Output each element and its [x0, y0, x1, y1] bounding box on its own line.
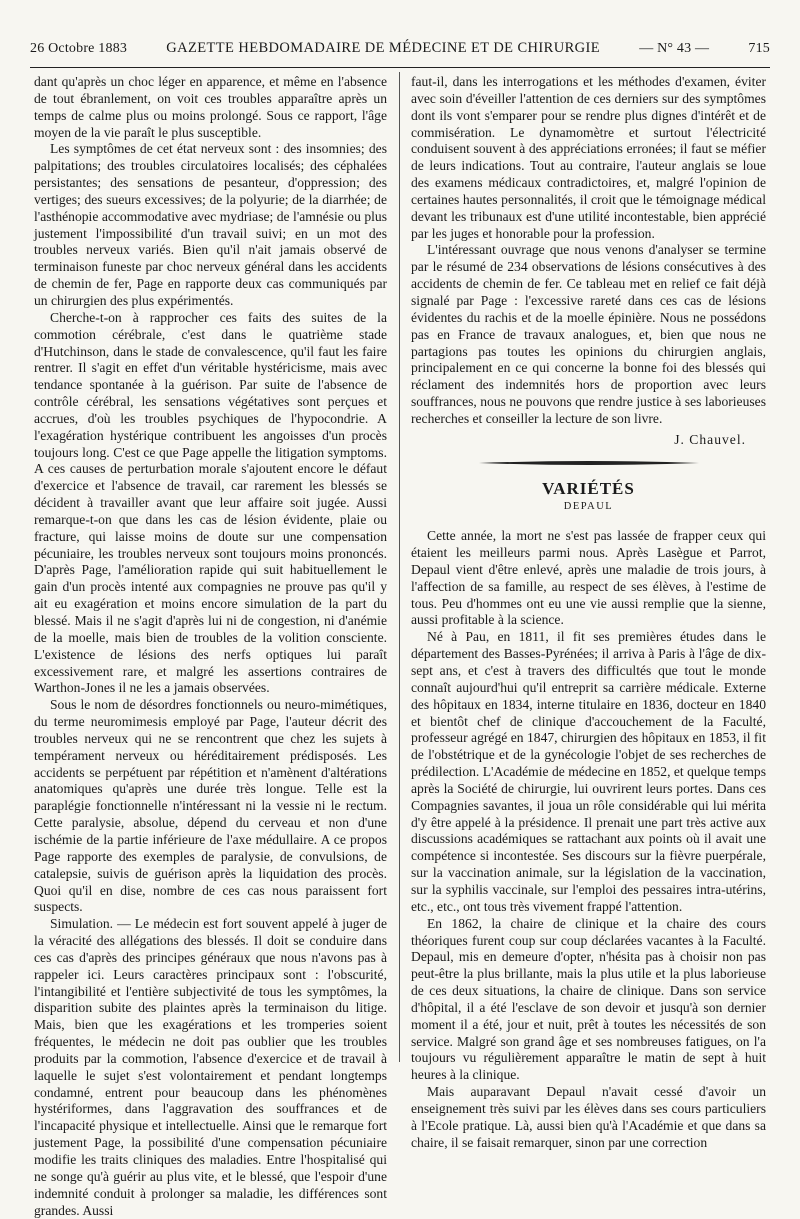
paragraph: dant qu'après un choc léger en apparence, et même en l'absence de tout ébranlement, on voit ces troubles apparaître après un temps de calme plus ou moins prolongé. Sous ce rapport, l'âge moyen de la vie paraît le plus susceptible.	[34, 74, 387, 140]
header-date: 26 Octobre 1883	[30, 41, 128, 56]
right-column	[411, 74, 766, 1150]
section-subtitle: DEPAUL	[563, 501, 614, 513]
paragraph: Cette année, la mort ne s'est pas lassée de frapper ceux qui étaient les meilleurs parmi nous. Après Lasègue et Parrot, Depaul vient d'être enlevé, après une maladie de trois jours, à l'affection de sa famille, au respect de ses élèves, à l'estime de tous. Peu d'hommes ont eu une vie aussi remplie que la sienne, aussi profitable à la science.	[411, 528, 766, 628]
paragraph: Cherche-t-on à rapprocher ces faits des suites de la commotion cérébrale, c'est dans le quatrième stade d'Hutchinson, dans le stade de convalescence, qu'il faut les faire rentrer. Il s'agit en effet d'un véritable hystéricisme, mais avec tendance spontanée à la guérison. Par suite de l'absence de contrôle cérébral, les sensations végétatives sont perçues et accrues, d'où les troubles psychiques de l'hypocondrie. A l'exagération hystérique contribuent les angoisses d'un procès toujours long. C'est ce que Page appelle the litigation symptoms. A ces causes de perturbation morale s'ajoutent encore le défaut d'exercice et l'absence de travail, car rarement les blessés se décident à travailler avant que leur affaire soit jugée. Aussi remarque-t-on que dans les cas de lésion évidente, plaie ou fracture, qui laisse moins de doute sur une compensation pécuniaire, les troubles nerveux sont toujours moins prononcés. D'après Page, l'amélioration rapide qui suit habituellement le gain d'un procès intenté aux compagnies ne prouve pas qu'il y ait eu exagération et moins encore simulation de la part du blessé. Mais il ne s'agit d'après lui ni de congestion, ni d'anémie de la moelle, mais bien de troubles de la volition consciente. L'existence de lésions des nerfs optiques lui paraît excessivement rare, et malgré les assertions contraires de Warthon-Jones il ne les a jamais observées.	[34, 309, 387, 696]
paragraph: Né à Pau, en 1811, il fit ses premières études dans le département des Basses-Pyrénées; il arriva à Paris à l'âge de dix-sept ans, et c'est à travers des difficultés que tout le monde connaît aujourd'hui qu'il entreprit sa carrière médicale. Externe des hôpitaux en 1834, interne titulaire en 1836, docteur en 1840 et bientôt chef de clinique d'accouchement de la Faculté, professeur agrégé en 1847, chirurgien des hôpitaux en 1853, il fit de l'obstétrique et de la gynécologie l'objet de ses recherches de prédilection. L'Académie de médecine en 1852, et quelque temps après la Société de chirurgie, lui ouvrirent leurs portes. Dans ces Compagnies savantes, il joua un rôle considérable qui lui mérita d'y être appelé à la présidence. Il prenait une part très active aux discussions académiques se rattachant aux points où il avait une compétence si incontestée. Ses discours sur la fièvre puerpérale, sur la vaccination animale, sur la législation de la vaccination, sur la syphilis vaccinale, sur l'emploi des pessaires intra-utérins, etc., etc., ont tous très vivement frappé l'attention.	[411, 629, 766, 914]
paragraph: En 1862, la chaire de clinique et la chaire des cours théoriques furent coup sur coup déclarées vacantes à la Faculté. Depaul, mis en demeure d'opter, n'hésita pas à choisir non pas peut-être la plus brillante, mais la plus utile et la plus laborieuse de ces deux situations, la chaire de clinique. Dans son service d'hôpital, il a été l'esclave de son devoir et jusqu'à son dernier moment il a été, jour et nuit, prêt à toutes les nécessités de son service. Malgré son grand âge et ses nombreuses fatigues, on l'a toujours vu régulièrement apparaître le matin de sept à huit heures à la clinique.	[411, 915, 766, 1083]
paragraph: Mais auparavant Depaul n'avait cessé d'avoir un enseignement très suivi par les élèves dans ses cours particuliers à l'Ecole pratique. Là, aussi bien qu'à l'Académie et que dans sa chaire, il se faisait remarquer, sinon par une correction	[411, 1084, 766, 1150]
issue-number: — N° 43 —	[639, 41, 710, 56]
paragraph: Les symptômes de cet état nerveux sont : des insomnies; des palpitations; des troubles circulatoires localisés; des céphalées persistantes; des sensations de pesanteur, d'oppression; des vertiges; des sueurs excessives; de la polyurie; de la diarrhée; de l'asthénopie accommodative avec mydriase; de l'amnésie ou plus justement l'impossibilité d'un travail suivi; en un mot des troubles nerveux variés. Bien qu'il n'ait jamais observé de terminaison funeste par choc nerveux général dans les accidents de chemin de fer, Page en rapporte deux cas communiqués par un chirurgien des plus expérimentés.	[34, 141, 387, 308]
journal-title: GAZETTE HEBDOMADAIRE DE MÉDECINE ET DE CHIRURGIE	[166, 40, 601, 56]
column-divider	[399, 72, 400, 1062]
paragraph: faut-il, dans les interrogations et les méthodes d'examen, éviter avec soin d'éveiller l'attention de ces derniers sur des symptômes dont ils vont s'emparer pour se rendre plus dignes d'intérêt et de commisération. Le dynamomètre et surtout l'électricité conduisent souvent à des appréciations erronées; il faut se méfier de leurs indications. Tout au contraire, l'auteur anglais se loue des examens médicaux contradictoires, et, malgré l'opinion de certaines hautes personnalités, il croit que le témoignage médical devant les tribunaux est d'une utilité incontestable, bien apprécié par les juges et honorable pour la profession.	[411, 74, 766, 241]
header-rule	[30, 67, 770, 68]
running-header	[30, 40, 770, 64]
left-column	[34, 74, 387, 1218]
paragraph: L'intéressant ouvrage que nous venons d'analyser se termine par le résumé de 234 observations de lésions consécutives à des accidents de chemin de fer. Ce tableau met en relief ce fait déjà signalé par Page : l'excessive rareté dans ces cas de lésions évidentes du rachis et de la moelle épinière. Nous ne possédons pas en France de travaux analogues, et, bien que nous ne partagions pas toutes les opinions du chirurgien anglais, principalement en ce qui concerne la bonne foi des blessés qui réclament des indemnités hors de proportion avec leurs souffrances, nous ne pouvons que rendre justice à ses laborieuses recherches et conseiller la lecture de son livre.	[411, 242, 766, 426]
paragraph: Simulation. — Le médecin est fort souvent appelé à juger de la véracité des allégations des blessés. Il doit se conduire dans ces cas d'après des principes généraux que nous n'avons pas à rappeler ici. Leurs caractères principaux sont : l'obscurité, l'intangibilité et l'entière subjectivité de tous les symptômes, la disparition subite des plaintes après la terminaison du litige. Mais, bien que les exagérations et les tromperies soient fréquentes, le médecin ne doit pas oublier que les troubles produits par la commotion, l'absence d'exercice et de travail à laquelle le sujet s'est volontairement et pendant longtemps condamné, entrent pour beaucoup dans les phénomènes hystériformes, dans l'aggravation des souffrances et de l'incapacité physique et intellectuelle. Ainsi que le remarque fort justement Page, la possibilité d'une compensation pécuniaire modifie les traits cliniques des maladies. Entre l'hospitalisé qui ne songe qu'à guérir au plus vite, et le blessé, que l'espoir d'une indemnité conduit à prolonger sa maladie, les différences sont grandes. Aussi	[34, 916, 387, 1218]
paragraph: Sous le nom de désordres fonctionnels ou neuro-mimétiques, du terme neuromimesis employé par Page, l'auteur décrit des troubles nerveux qui ne se rencontrent que chez les sujets à tempérament nerveux ou héréditairement prédisposés. Les accidents se perpétuent par répétition et n'amènent d'altérations anatomiques qu'après une durée très longue. Telle est la paraplégie fonctionnelle n'intéressant ni la vessie ni le rectum. Cette paralysie, absolue, dépend du cerveau et non d'une ischémie de la partie inférieure de l'axe médullaire. A ce propos Page rapporte des exemples de paralysie, de convulsions, de catalepsie, suivis de guérison après la liquidation des procès. Quoi qu'il en dise, nombre de ces cas nous paraissent fort suspects.	[34, 697, 387, 915]
ornamental-rule	[479, 459, 699, 467]
author-signature: J. Chauvel.	[674, 431, 746, 447]
section-title: VARIÉTÉS	[542, 478, 635, 498]
page-number: 715	[748, 41, 770, 56]
